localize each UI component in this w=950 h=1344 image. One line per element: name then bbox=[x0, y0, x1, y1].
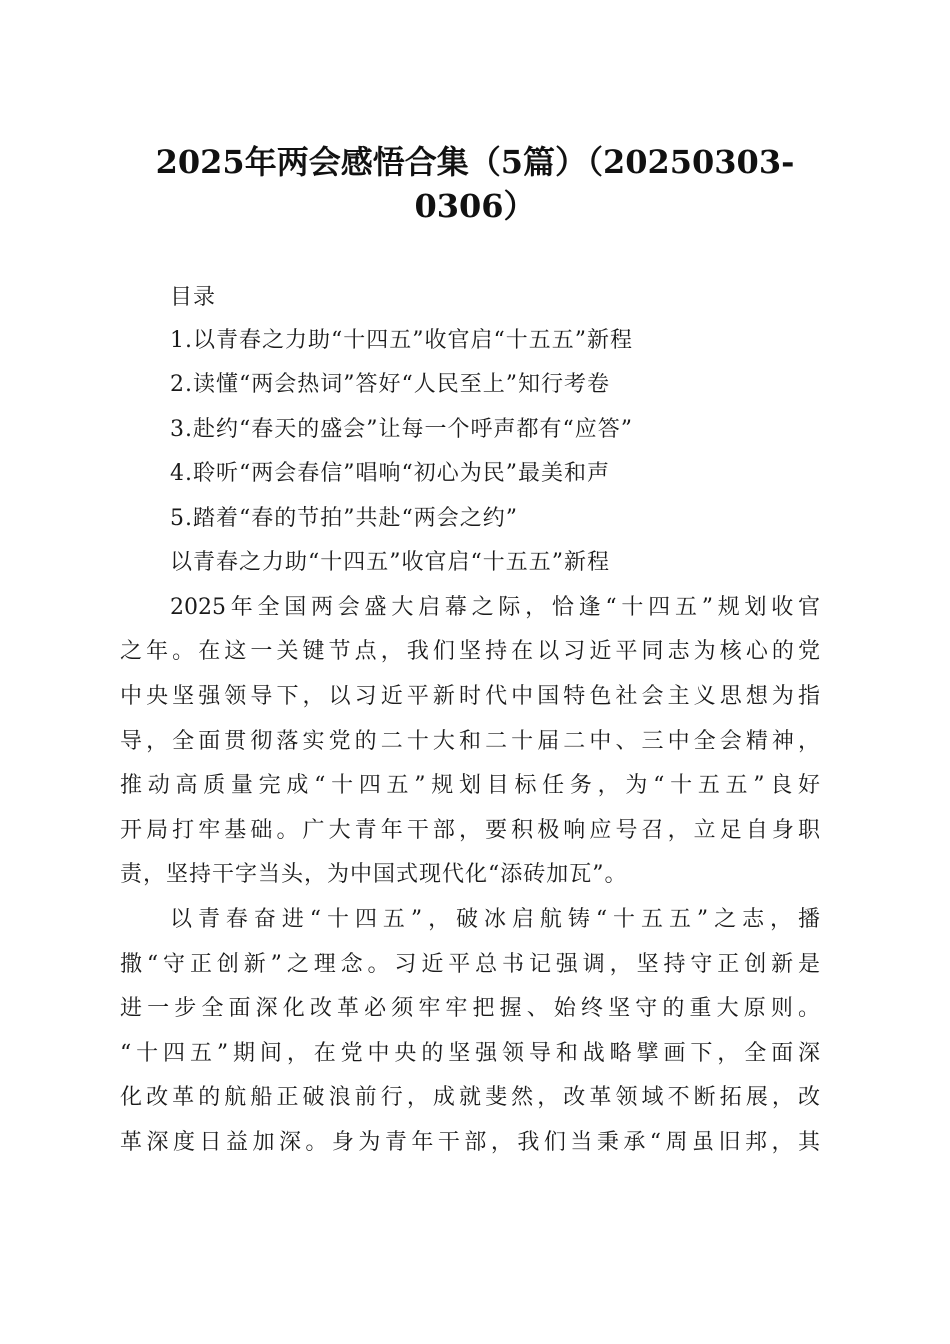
paragraph-line: 以青春奋进“十四五”，破冰启航铸“十五五”之志，播 bbox=[170, 907, 820, 932]
toc-heading: 目录 bbox=[170, 285, 217, 310]
paragraph-line: 导，全面贯彻落实党的二十大和二十届二中、三中全会精神， bbox=[120, 729, 820, 754]
paragraph-line: 开局打牢基础。广大青年干部，要积极响应号召，立足自身职 bbox=[120, 818, 820, 843]
toc-item: 4.聆听“两会春信”唱响“初心为民”最美和声 bbox=[170, 461, 610, 486]
paragraph-line: 责，坚持干字当头，为中国式现代化“添砖加瓦”。 bbox=[120, 862, 628, 887]
document-title-line-2: 0306） bbox=[414, 187, 536, 225]
section-heading: 以青春之力助“十四五”收官启“十五五”新程 bbox=[170, 550, 610, 575]
paragraph-line: 进一步全面深化改革必须牢牢把握、始终坚守的重大原则。 bbox=[120, 996, 820, 1021]
paragraph-line: 革深度日益加深。身为青年干部，我们当秉承“周虽旧邦，其 bbox=[120, 1130, 820, 1155]
paragraph-line: “十四五”期间，在党中央的坚强领导和战略擘画下，全面深 bbox=[120, 1041, 820, 1066]
paragraph-line: 撒“守正创新”之理念。习近平总书记强调，坚持守正创新是 bbox=[120, 952, 820, 977]
paragraph-line: 推动高质量完成“十四五”规划目标任务，为“十五五”良好 bbox=[120, 773, 820, 798]
paragraph-line: 中央坚强领导下，以习近平新时代中国特色社会主义思想为指 bbox=[120, 684, 820, 709]
paragraph-line: 之年。在这一关键节点，我们坚持在以习近平同志为核心的党 bbox=[120, 639, 820, 664]
document-title-line-1: 2025年两会感悟合集（5篇）（20250303- bbox=[155, 143, 795, 181]
paragraph-line: 化改革的航船正破浪前行，成就斐然，改革领域不断拓展，改 bbox=[120, 1085, 820, 1110]
toc-item: 5.踏着“春的节拍”共赴“两会之约” bbox=[170, 506, 518, 531]
toc-item: 1.以青春之力助“十四五”收官启“十五五”新程 bbox=[170, 328, 633, 353]
toc-item: 3.赴约“春天的盛会”让每一个呼声都有“应答” bbox=[170, 417, 633, 442]
toc-item: 2.读懂“两会热词”答好“人民至上”知行考卷 bbox=[170, 372, 610, 397]
paragraph-line: 2025年全国两会盛大启幕之际，恰逢“十四五”规划收官 bbox=[170, 595, 820, 620]
